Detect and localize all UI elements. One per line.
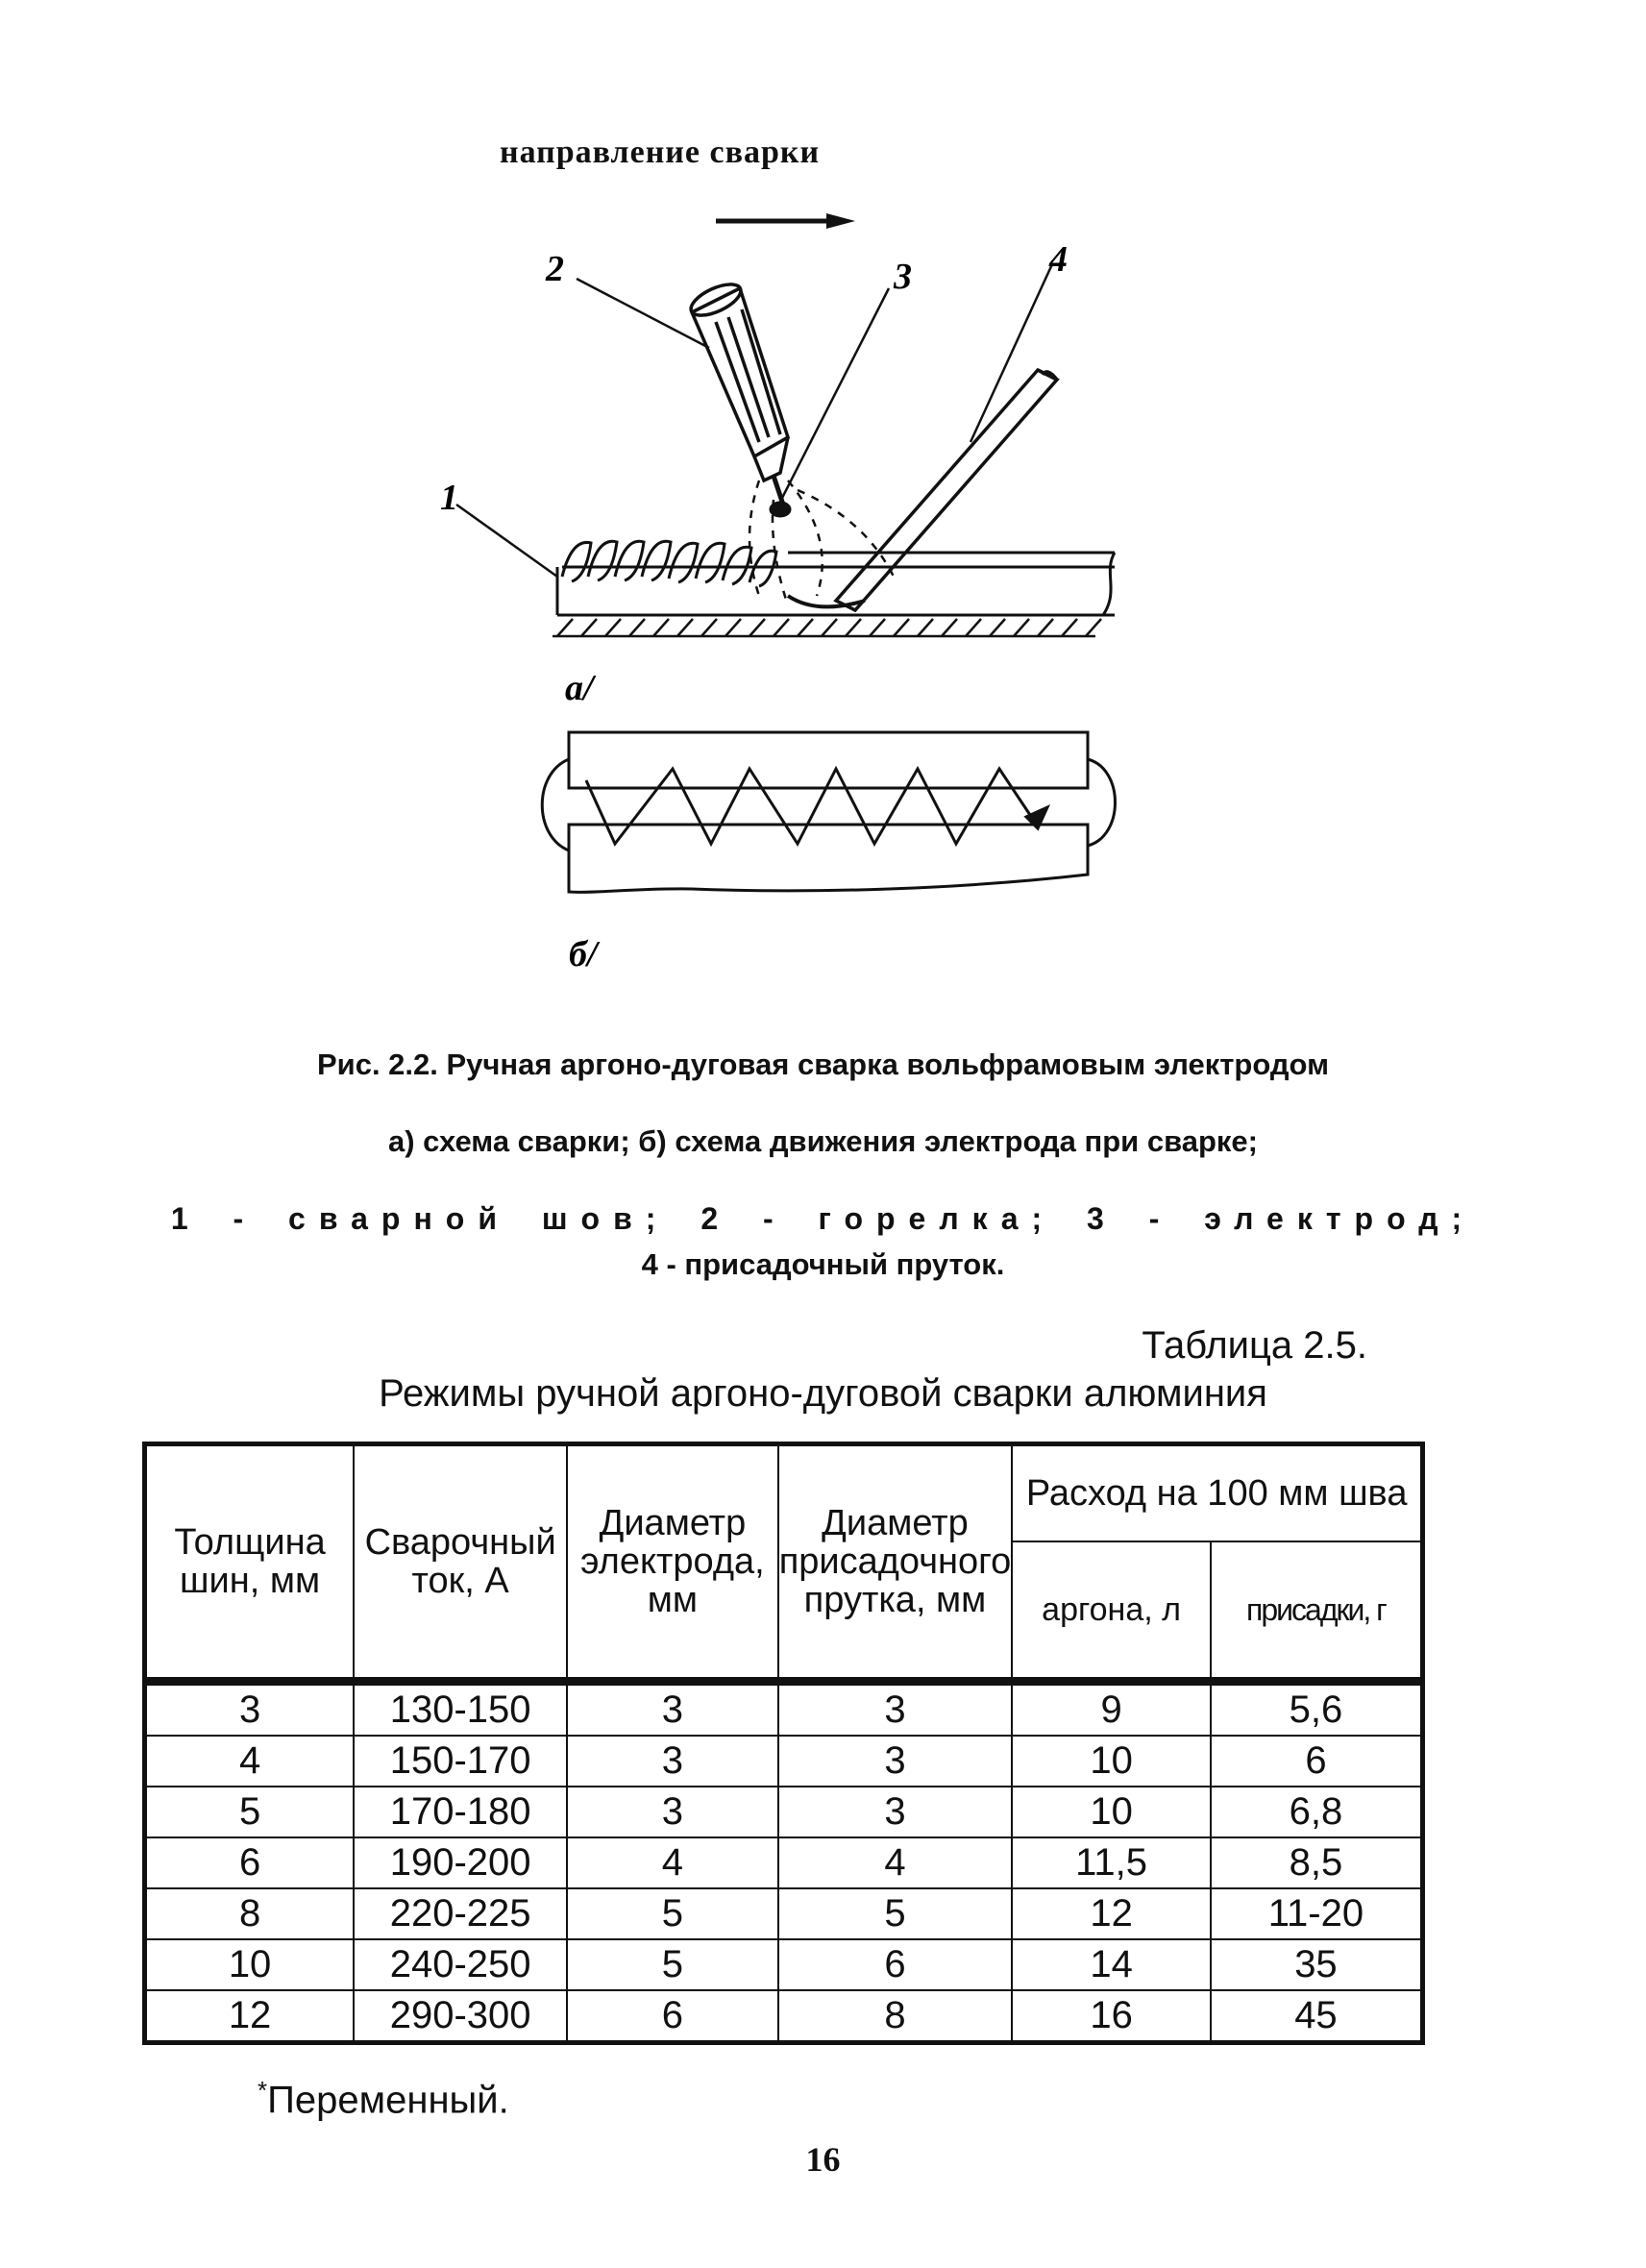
table-title: Режимы ручной аргоно-дуговой сварки алюминия	[379, 1372, 1267, 1415]
cell-current: 220-225	[354, 1888, 567, 1939]
cell-thickness: 8	[145, 1888, 355, 1939]
welding-scheme-a	[456, 264, 1115, 636]
cell-current: 240-250	[354, 1939, 567, 1990]
header-electrode-diameter: Диаметр электрода, мм	[567, 1444, 778, 1682]
cell-current: 150-170	[354, 1736, 567, 1787]
header-current: Сварочный ток, А	[354, 1444, 567, 1682]
figure-caption-title: Рис. 2.2. Ручная аргоно-дуговая сварка вольфрамовым электродом	[316, 1048, 1330, 1081]
cell-argon: 14	[1012, 1939, 1211, 1990]
header-consumption: Расход на 100 мм шва	[1012, 1444, 1422, 1542]
cell-rod: 3	[778, 1682, 1013, 1737]
cell-argon: 16	[1012, 1990, 1211, 2043]
welding-direction-label: направление сварки	[500, 135, 821, 170]
direction-arrow-icon	[716, 213, 855, 229]
cell-filler: 35	[1211, 1939, 1423, 1990]
cell-current: 190-200	[354, 1837, 567, 1888]
label-4: 4	[1049, 239, 1068, 280]
label-1: 1	[440, 478, 458, 518]
table-row	[145, 1682, 1423, 1737]
header-filler: присадки, г	[1211, 1541, 1423, 1682]
cell-electrode: 3	[567, 1787, 778, 1837]
header-thickness: Толщина шин, мм	[145, 1444, 355, 1682]
cell-filler: 8,5	[1211, 1837, 1423, 1888]
cell-thickness: 6	[145, 1837, 355, 1888]
page-number: 16	[805, 2140, 841, 2179]
header-rod-diameter: Диаметр присадочного прутка, мм	[778, 1444, 1013, 1682]
cell-argon: 9	[1012, 1682, 1211, 1737]
cell-filler: 5,6	[1211, 1682, 1423, 1737]
subfig-b-label: б/	[569, 934, 598, 974]
cell-electrode: 5	[567, 1939, 778, 1990]
table-row	[145, 1939, 1423, 1990]
table-row	[145, 1990, 1423, 2043]
table-row	[145, 1837, 1423, 1888]
cell-current: 130-150	[354, 1682, 567, 1737]
cell-thickness: 3	[145, 1682, 355, 1737]
label-3: 3	[894, 257, 912, 297]
cell-electrode: 3	[567, 1682, 778, 1737]
cell-rod: 3	[778, 1736, 1013, 1787]
welding-modes-table	[142, 1442, 1425, 2045]
header-argon: аргона, л	[1012, 1541, 1211, 1682]
cell-rod: 8	[778, 1990, 1013, 2043]
footnote-text: Переменный.	[267, 2079, 509, 2122]
figure-caption-subtitle: а) схема сварки; б) схема движения электрода при сварке;	[388, 1124, 1258, 1158]
cell-rod: 4	[778, 1837, 1013, 1888]
footnote	[258, 2076, 509, 2122]
cell-electrode: 3	[567, 1736, 778, 1787]
cell-electrode: 5	[567, 1888, 778, 1939]
cell-rod: 5	[778, 1888, 1013, 1939]
cell-argon: 10	[1012, 1787, 1211, 1837]
cell-argon: 11,5	[1012, 1837, 1211, 1888]
table-row	[145, 1888, 1423, 1939]
cell-rod: 3	[778, 1787, 1013, 1837]
figure-legend-line-1: 1 - сварной шов; 2 - горелка; 3 - электрод;	[170, 1201, 1476, 1236]
welding-diagram	[0, 0, 1646, 1009]
electrode-motion-scheme-b	[542, 732, 1115, 892]
table-number: Таблица 2.5.	[1142, 1324, 1367, 1367]
cell-filler: 45	[1211, 1990, 1423, 2043]
cell-thickness: 10	[145, 1939, 355, 1990]
cell-rod: 6	[778, 1939, 1013, 1990]
cell-electrode: 4	[567, 1837, 778, 1888]
cell-thickness: 4	[145, 1736, 355, 1787]
table-row	[145, 1787, 1423, 1837]
cell-filler: 11-20	[1211, 1888, 1423, 1939]
cell-thickness: 5	[145, 1787, 355, 1837]
cell-current: 170-180	[354, 1787, 567, 1837]
cell-current: 290-300	[354, 1990, 567, 2043]
cell-argon: 12	[1012, 1888, 1211, 1939]
cell-electrode: 6	[567, 1990, 778, 2043]
cell-filler: 6	[1211, 1736, 1423, 1787]
cell-argon: 10	[1012, 1736, 1211, 1787]
cell-filler: 6,8	[1211, 1787, 1423, 1837]
footnote-asterisk: *	[258, 2076, 268, 2105]
figure-legend-line-2: 4 - присадочный пруток.	[641, 1247, 1005, 1281]
subfig-a-label: а/	[565, 668, 594, 708]
table-row	[145, 1736, 1423, 1787]
label-2: 2	[546, 249, 564, 289]
cell-thickness: 12	[145, 1990, 355, 2043]
